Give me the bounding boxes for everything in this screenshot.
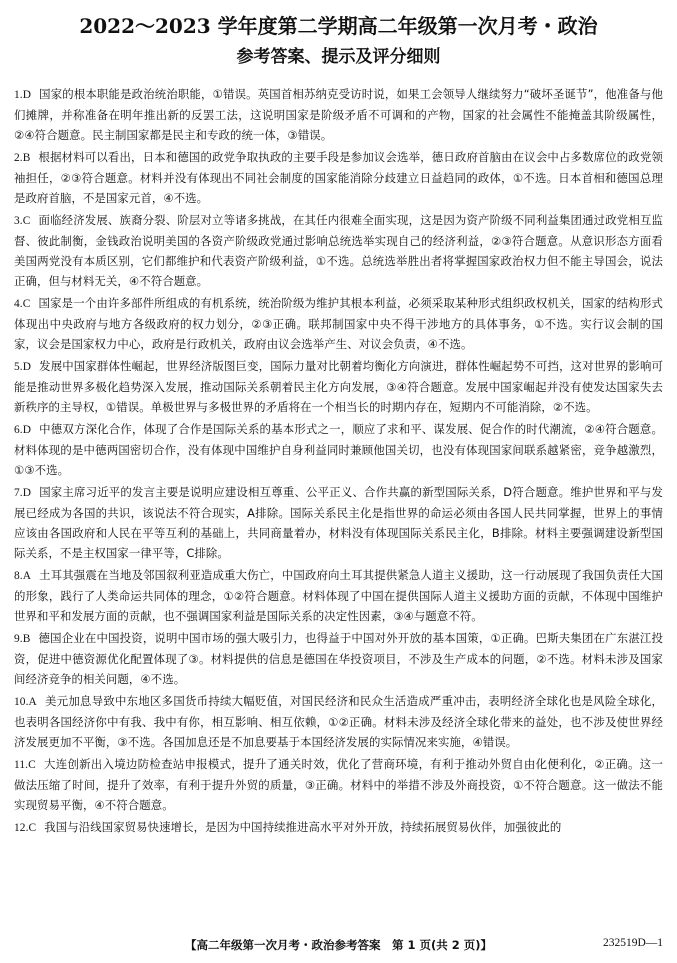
answer-explanation: 中德双方深化合作，体现了合作是国际关系的基本形式之一，顺应了求和平、谋发展、促合作的时代潮流，②④符合题意。材料体现的是中德两国密切合作，没有体现中国维护自身利益同时兼顾他国关切，也没有体现国家间联系越紧密，竞争越激烈，①③不选。 bbox=[14, 422, 663, 477]
answer-explanation: 面临经济发展、族裔分裂、阶层对立等诸多挑战，在其任内很难全面实现，这是因为资产阶级不同利益集团通过政党相互监督、彼此制衡，金钱政治说明美国的各资产阶级政党通过影响总统选举实现自己的经济利益，②③符合题意。从意识形态方面看美国两党没有本质区别，它们都维护和代表资产阶级利益，①不选。总统选举胜出者将掌握国家政治权力但不能主导国会，说法正确，但与材料无关，④不符合题意。 bbox=[14, 213, 663, 288]
answer-item bbox=[14, 356, 663, 417]
answer-item bbox=[14, 691, 663, 752]
answer-choice: D bbox=[22, 424, 32, 436]
answer-explanation: 美元加息导致中东地区多国货币持续大幅贬值，对国民经济和民众生活造成严重冲击，表明经济全球化也是风险全球化，也表明各国经济你中有我、我中有你，相互影响、相互依赖，①②正确。材料未涉及经济全球化带来的益处，也不涉及使世界经济发展更加不平衡，③不选。各国加息还是不加息要基于本国经济发展的实际情况来实施，④错误。 bbox=[14, 694, 663, 749]
answer-number: 8. bbox=[14, 570, 23, 582]
footer-page-info: 【高二年级第一次月考・政治参考答案 第 1 页(共 2 页)】 bbox=[184, 938, 493, 952]
answer-item bbox=[14, 565, 663, 626]
answer-item bbox=[14, 817, 663, 838]
answer-item bbox=[14, 754, 663, 815]
answer-choice: D bbox=[22, 89, 32, 101]
answer-choice: B bbox=[22, 152, 31, 164]
answer-number: 11. bbox=[14, 759, 29, 771]
answer-item bbox=[14, 210, 663, 291]
answer-number: 2. bbox=[14, 152, 23, 164]
answer-explanation: 国家是一个由许多部件所组成的有机系统，统治阶级为维护其根本利益，必须采取某种形式组织政权机关，国家的结构形式体现出中央政府与地方各级政府的权力划分，②③正确。联邦制国家中央不得干涉地方的具体事务，①不选。实行议会制的国家，议会是国家权力中心，政府是行政机关，政府由议会选举产生、对议会负责，④不选。 bbox=[14, 296, 663, 351]
answer-number: 5. bbox=[14, 361, 23, 373]
answer-item bbox=[14, 293, 663, 354]
answer-choice: C bbox=[22, 298, 31, 310]
answer-choice: D bbox=[22, 361, 32, 373]
answer-item bbox=[14, 419, 663, 480]
answer-number: 9. bbox=[14, 633, 23, 645]
answer-choice: D bbox=[22, 487, 32, 499]
answer-number: 7. bbox=[14, 487, 23, 499]
answer-item bbox=[14, 147, 663, 208]
answer-choice: A bbox=[22, 570, 32, 582]
answer-number: 6. bbox=[14, 424, 23, 436]
answer-explanation: 土耳其强震在当地及邻国叙利亚造成重大伤亡，中国政府向土耳其提供紧急人道主义援助，这一行动展现了我国负责任大国的形象，践行了人类命运共同体的理念，①②符合题意。材料体现了中国在提供国际人道主义援助方面的贡献，不体现中国维护世界和平和发展方面的贡献，也不强调国家利益是国际关系的决定性因素，③④与题意不符。 bbox=[14, 568, 663, 623]
page-footer bbox=[0, 937, 677, 953]
answer-choice: C bbox=[22, 215, 31, 227]
answer-explanation: 国家主席习近平的发言主要是说明应建设相互尊重、公平正义、合作共赢的新型国际关系，D符合题意。维护世界和平与发展已经成为各国的共识，该说法不符合现实，A排除。国际关系民主化是指世界的命运必须由各国人民共同掌握，世界上的事情应该由各国政府和人民在平等互利的基础上，共同商量着办，材料没有体现国际关系民主化，B排除。材料主要强调建设新型国际关系，不是主权国家一律平等，C排除。 bbox=[14, 485, 663, 560]
answer-explanation: 根据材料可以看出，日本和德国的政党争取执政的主要手段是参加议会选举，德日政府首脑由在议会中占多数席位的政党领袖担任，②③符合题意。材料并没有体现出不同社会制度的国家能消除分歧建立日益趋同的政体，①不选。日本首相和德国总理是政府首脑，不是国家元首，④不选。 bbox=[14, 150, 663, 205]
answer-choice: B bbox=[22, 633, 31, 645]
answer-item bbox=[14, 84, 663, 145]
answer-number: 10. bbox=[14, 696, 29, 708]
answer-number: 3. bbox=[14, 215, 23, 227]
answer-choice: C bbox=[28, 759, 36, 771]
answer-list bbox=[14, 84, 663, 838]
answer-number: 4. bbox=[14, 298, 23, 310]
answer-number: 1. bbox=[14, 89, 23, 101]
answer-explanation: 国家的根本职能是政治统治职能，①错误。英国首相苏纳克受访时说，如果工会领导人继续努力“破坏圣诞节”，他准备与他们摊牌，并称准备在明年推出新的反罢工法，这说明国家是阶级矛盾不可调和的产物，国家的社会属性不能掩盖其阶级属性，②④符合题意。民主制国家都是民主和专政的统一体，③错误。 bbox=[14, 87, 663, 142]
answer-number: 12. bbox=[14, 822, 29, 834]
page-subtitle: 参考答案、提示及评分细则 bbox=[236, 47, 441, 67]
answer-choice: A bbox=[28, 696, 37, 708]
answer-explanation: 德国企业在中国投资，说明中国市场的强大吸引力，也得益于中国对外开放的基本国策，①正确。巴斯夫集团在广东湛江投资，促进中德资源优化配置体现了③。材料提供的信息是德国在华投资项目，不涉及生产成本的问题，②不选。材料未涉及国家间经济竞争的相关问题，④不选。 bbox=[14, 631, 663, 686]
answer-choice: C bbox=[28, 822, 37, 834]
footer-doc-code: 232519D—1 bbox=[602, 937, 663, 949]
page-title: 2022～2023 学年度第二学期高二年级第一次月考・政治 bbox=[79, 14, 598, 38]
answer-item bbox=[14, 482, 663, 563]
answer-item bbox=[14, 628, 663, 689]
answer-explanation: 大连创新出入境边防检查站申报模式，提升了通关时效，优化了营商环境，有利于推动外贸自由化便利化，②正确。这一做法压缩了时间，提升了效率，有利于提升外贸的质量，③正确。材料中的举措不涉及外商投资，①不符合题意。这一做法不能实现贸易平衡，④不符合题意。 bbox=[14, 757, 663, 812]
answer-explanation: 发展中国家群体性崛起，世界经济版图巨变，国际力量对比朝着均衡化方向演进，群体性崛起势不可挡，这对世界的影响可能是推动世界多极化趋势深入发展，推动国际关系朝着民主化方向发展，③④符合题意。发展中国家崛起并没有使发达国家失去新秩序的主导权，①错误。单极世界与多极世界的矛盾将在一个相当长的时期内存在，短期内不可能消除，②不选。 bbox=[14, 359, 663, 414]
answer-explanation: 我国与沿线国家贸易快速增长，是因为中国持续推进高水平对外开放，持续拓展贸易伙伴，加强彼此的 bbox=[44, 820, 562, 834]
